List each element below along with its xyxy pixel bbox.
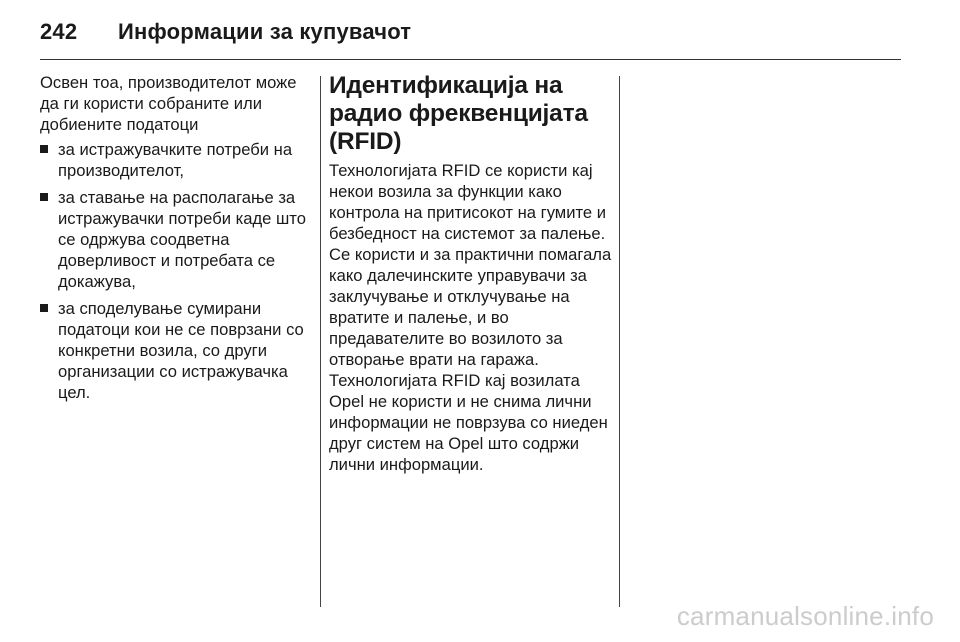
middle-column (329, 72, 613, 475)
bullet-item (40, 187, 312, 292)
bullet-item (40, 139, 312, 181)
left-column (40, 72, 312, 409)
bullet-text: за споделување сумирани податоци кои не се поврзани со конкретни возила, со други организации со истражувачка цел. (58, 299, 304, 402)
page-title: Информации за купувачот (118, 19, 412, 44)
column-divider-left (320, 76, 321, 607)
page-header (40, 12, 411, 52)
bullet-item (40, 298, 312, 403)
square-bullet-icon (40, 145, 48, 153)
section-heading: Идентификација на радио фреквенцијата (RFID) (329, 72, 588, 155)
bullet-list (40, 139, 312, 403)
watermark: carmanualsonline.info (676, 601, 934, 631)
page-number: 242 (40, 19, 78, 44)
section-body: Технологијата RFID се користи кај некои возила за функции како контрола на притисокот на гумите и безбедност на системот за палење. Се користи и за практични помагала како далечинските управувачи за заклучување и отклучување на вратите и палење, и во предавателите во возилото за отворање врати на гаража. Технологијата RFID кај возилата Opel не користи и не снима лични информации не поврзува со ниеден друг систем на Opel што содржи лични информации. (329, 161, 612, 474)
bullet-text: за истражувачките потреби на производителот, (58, 140, 293, 180)
bullet-text: за ставање на располагање за истражувачки потреби каде што се одржува соодветна доверливост и потребата се докажува, (58, 188, 306, 291)
square-bullet-icon (40, 193, 48, 201)
column-divider-right (619, 76, 620, 607)
intro-paragraph: Освен тоа, производителот може да ги користи собраните или добиените податоци (40, 73, 297, 134)
square-bullet-icon (40, 304, 48, 312)
header-rule (40, 59, 901, 60)
